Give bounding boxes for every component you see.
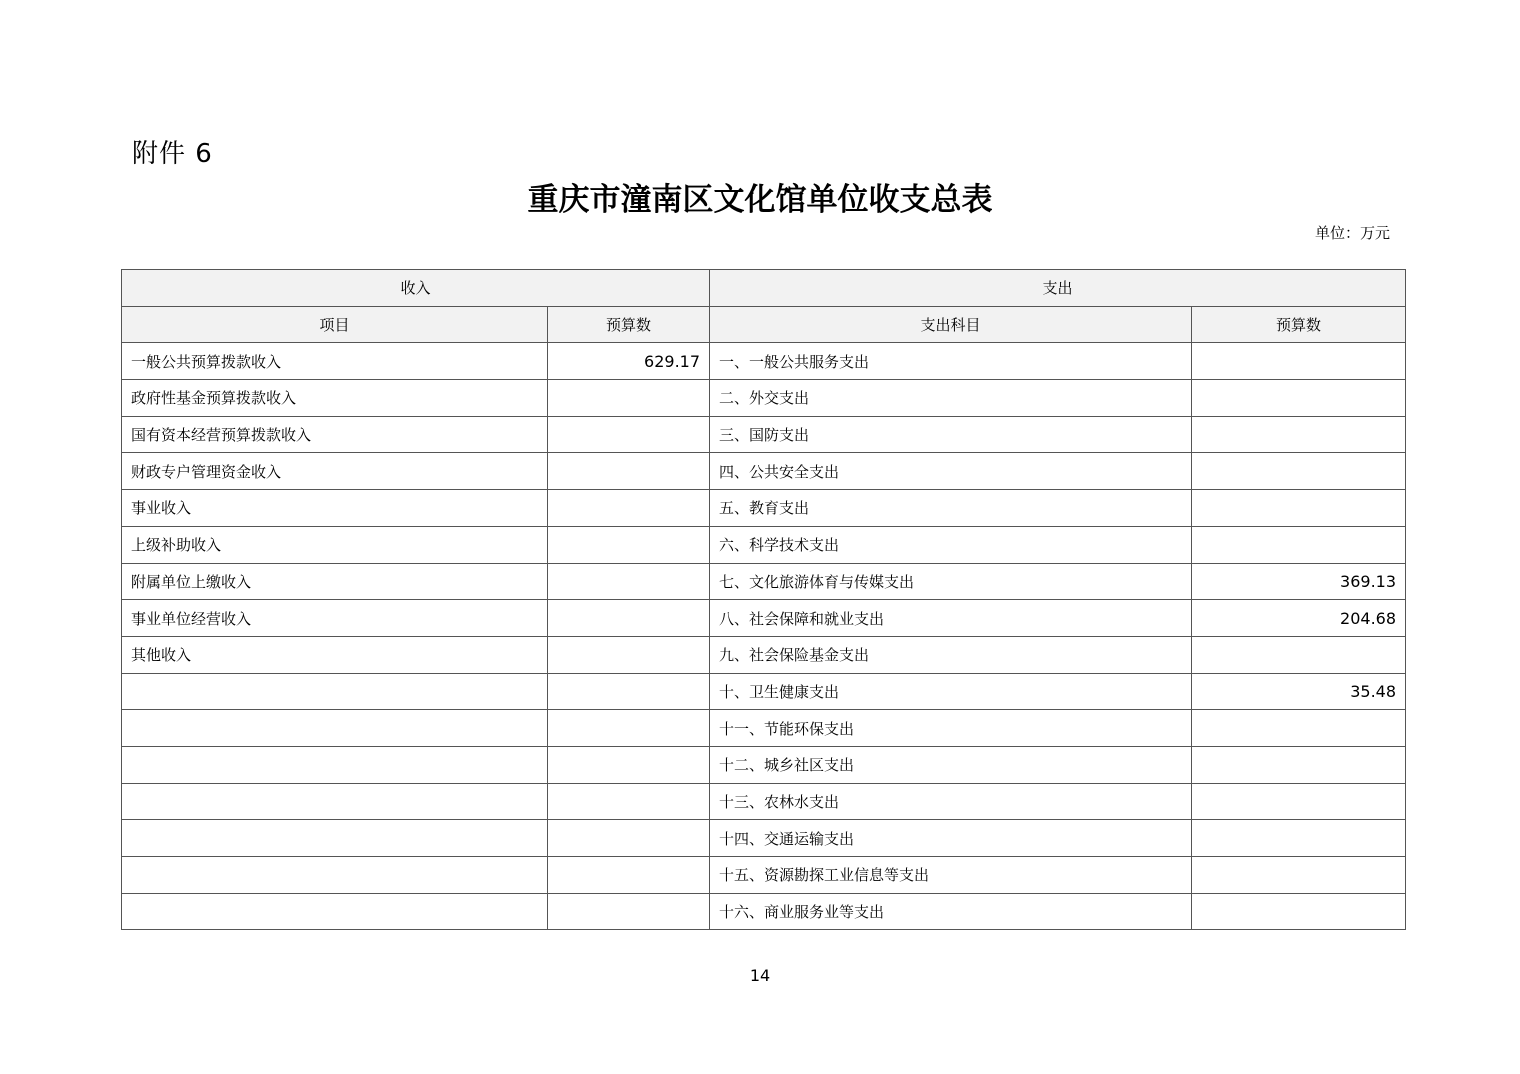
expense-item-cell: 十、卫生健康支出 — [710, 673, 1192, 710]
income-item-cell — [122, 820, 548, 857]
unit-label: 单位：万元 — [1314, 224, 1390, 242]
table-column-header-row — [122, 306, 1406, 343]
income-item-cell — [122, 893, 548, 930]
income-value-cell — [548, 563, 710, 600]
income-item-cell: 一般公共预算拨款收入 — [122, 343, 548, 380]
expense-value-cell: 204.68 — [1192, 600, 1406, 637]
expense-item-cell: 十四、交通运输支出 — [710, 820, 1192, 857]
income-item-cell — [122, 673, 548, 710]
expense-value-cell — [1192, 710, 1406, 747]
table-row — [122, 453, 1406, 490]
expense-item-cell: 十三、农林水支出 — [710, 783, 1192, 820]
income-item-cell: 其他收入 — [122, 636, 548, 673]
income-item-header: 项目 — [122, 306, 548, 343]
expense-budget-header: 预算数 — [1192, 306, 1406, 343]
table-group-header-row — [122, 270, 1406, 307]
expense-group-header: 支出 — [710, 270, 1406, 307]
expense-item-cell: 八、社会保障和就业支出 — [710, 600, 1192, 637]
expense-value-cell — [1192, 820, 1406, 857]
expense-value-cell — [1192, 783, 1406, 820]
income-value-cell — [548, 600, 710, 637]
budget-table — [121, 269, 1406, 930]
income-value-cell — [548, 453, 710, 490]
income-item-cell — [122, 857, 548, 894]
expense-value-cell — [1192, 857, 1406, 894]
table-row — [122, 490, 1406, 527]
income-item-cell: 事业单位经营收入 — [122, 600, 548, 637]
income-value-cell — [548, 673, 710, 710]
expense-item-cell: 十二、城乡社区支出 — [710, 746, 1192, 783]
attachment-label: 附件 6 — [132, 139, 213, 169]
income-value-cell — [548, 526, 710, 563]
expense-value-cell — [1192, 490, 1406, 527]
table-row — [122, 563, 1406, 600]
expense-value-cell — [1192, 380, 1406, 417]
income-item-cell: 附属单位上缴收入 — [122, 563, 548, 600]
income-item-cell: 上级补助收入 — [122, 526, 548, 563]
income-value-cell — [548, 416, 710, 453]
income-value-cell — [548, 893, 710, 930]
income-item-cell — [122, 783, 548, 820]
income-value-cell — [548, 380, 710, 417]
income-value-cell — [548, 636, 710, 673]
income-group-header: 收入 — [122, 270, 710, 307]
expense-item-cell: 二、外交支出 — [710, 380, 1192, 417]
expense-value-cell — [1192, 893, 1406, 930]
page-title: 重庆市潼南区文化馆单位收支总表 — [527, 182, 993, 218]
expense-value-cell — [1192, 453, 1406, 490]
expense-item-cell: 三、国防支出 — [710, 416, 1192, 453]
table-row — [122, 673, 1406, 710]
table-body — [122, 343, 1406, 930]
income-value-cell — [548, 783, 710, 820]
expense-value-cell: 369.13 — [1192, 563, 1406, 600]
expense-item-cell: 一、一般公共服务支出 — [710, 343, 1192, 380]
income-value-cell — [548, 710, 710, 747]
table-row — [122, 893, 1406, 930]
table-row — [122, 380, 1406, 417]
expense-item-cell: 十六、商业服务业等支出 — [710, 893, 1192, 930]
expense-item-cell: 四、公共安全支出 — [710, 453, 1192, 490]
table-row — [122, 416, 1406, 453]
table-row — [122, 636, 1406, 673]
expense-value-cell — [1192, 526, 1406, 563]
table-row — [122, 820, 1406, 857]
expense-item-cell: 十五、资源勘探工业信息等支出 — [710, 857, 1192, 894]
table-row — [122, 710, 1406, 747]
page-number: 14 — [749, 966, 771, 985]
expense-item-cell: 五、教育支出 — [710, 490, 1192, 527]
table-row — [122, 526, 1406, 563]
income-value-cell — [548, 857, 710, 894]
table-row — [122, 343, 1406, 380]
table-row — [122, 600, 1406, 637]
expense-value-cell — [1192, 636, 1406, 673]
expense-value-cell — [1192, 746, 1406, 783]
income-item-cell — [122, 746, 548, 783]
income-item-cell: 财政专户管理资金收入 — [122, 453, 548, 490]
income-item-cell: 政府性基金预算拨款收入 — [122, 380, 548, 417]
table-row — [122, 857, 1406, 894]
income-value-cell — [548, 746, 710, 783]
expense-item-cell: 七、文化旅游体育与传媒支出 — [710, 563, 1192, 600]
expense-item-cell: 九、社会保险基金支出 — [710, 636, 1192, 673]
income-item-cell: 国有资本经营预算拨款收入 — [122, 416, 548, 453]
income-item-cell — [122, 710, 548, 747]
income-value-cell — [548, 820, 710, 857]
expense-value-cell — [1192, 416, 1406, 453]
expense-item-cell: 十一、节能环保支出 — [710, 710, 1192, 747]
expense-item-header: 支出科目 — [710, 306, 1192, 343]
income-value-cell — [548, 490, 710, 527]
income-budget-header: 预算数 — [548, 306, 710, 343]
table-row — [122, 746, 1406, 783]
expense-value-cell — [1192, 343, 1406, 380]
income-value-cell: 629.17 — [548, 343, 710, 380]
expense-item-cell: 六、科学技术支出 — [710, 526, 1192, 563]
income-item-cell: 事业收入 — [122, 490, 548, 527]
table-row — [122, 783, 1406, 820]
expense-value-cell: 35.48 — [1192, 673, 1406, 710]
